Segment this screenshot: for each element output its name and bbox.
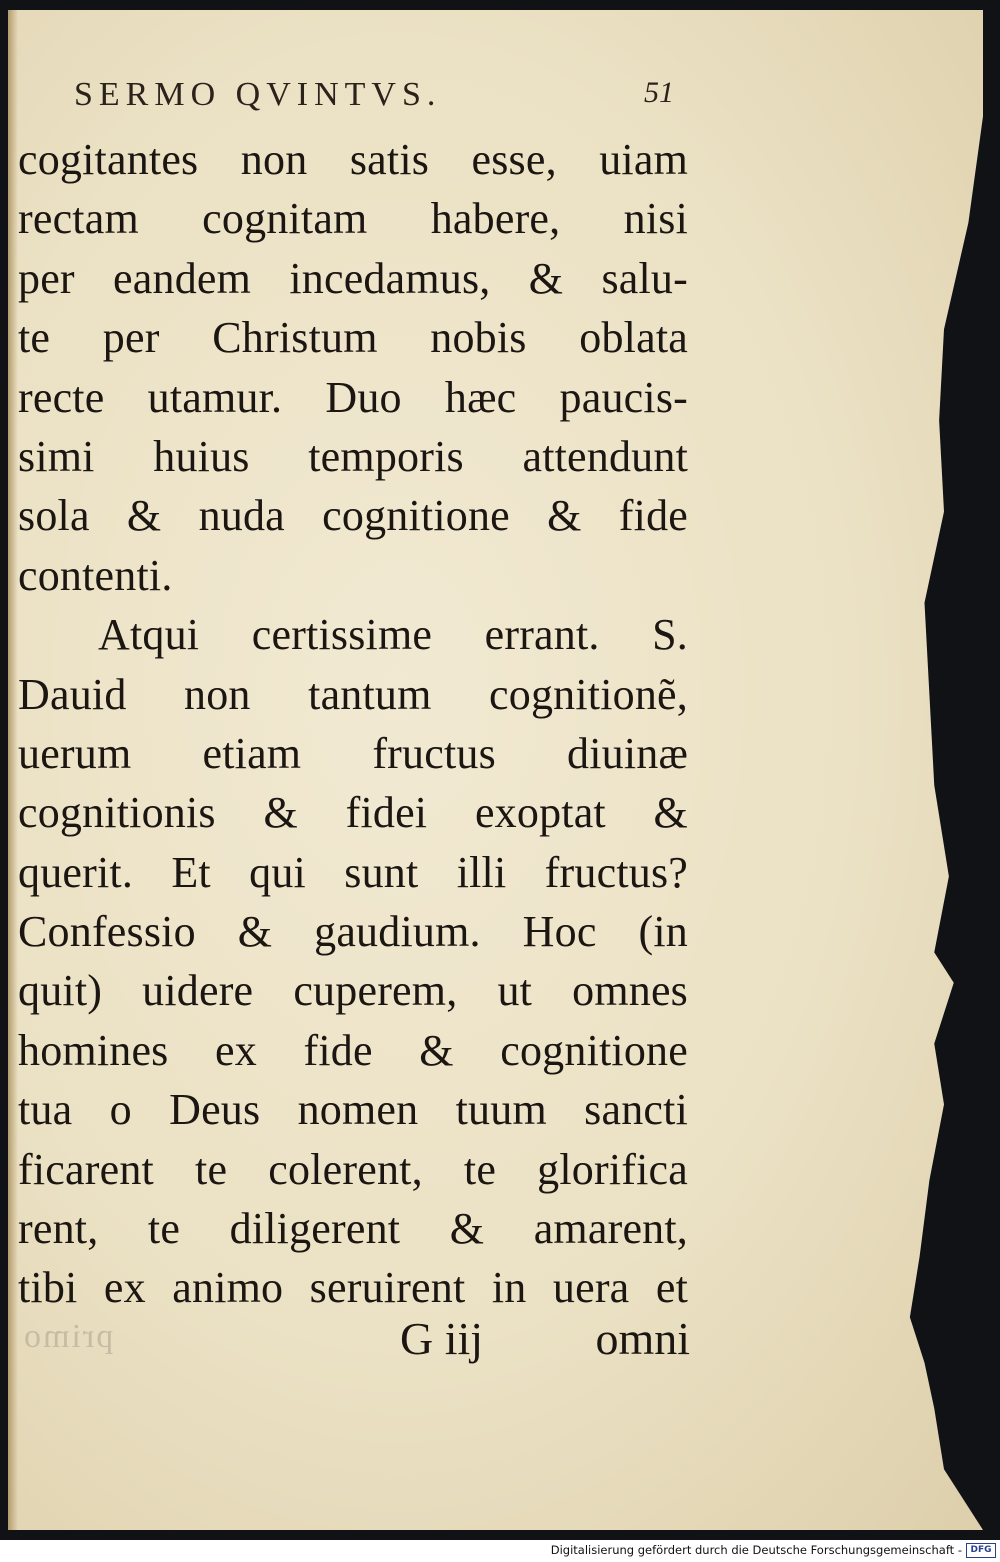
- text-line: cognitionis & fidei exoptat &: [18, 788, 688, 838]
- page-header: [18, 70, 688, 130]
- text-line: te per Christum nobis oblata: [18, 313, 688, 363]
- signature-mark: G iij: [400, 1313, 484, 1364]
- text-line: cogitantes non satis esse, uiam: [18, 135, 688, 184]
- show-through-text: primo: [22, 1318, 114, 1355]
- page-gutter-shadow: [8, 10, 18, 1530]
- dfg-credit: Digitalisierung gefördert durch die Deutsche Forschungsgemeinschaft -: [550, 1543, 962, 1557]
- text-line: Dauid non tantum cognitionẽ,: [18, 669, 688, 719]
- text-line: contenti.: [18, 550, 173, 600]
- catchword: omni: [595, 1313, 690, 1364]
- text-line: Atqui certissime errant. S.: [98, 610, 688, 660]
- text-line: homines ex fide & cognitione: [18, 1025, 688, 1075]
- text-line: simi huius temporis attendunt: [18, 431, 688, 481]
- text-line: rent, te diligerent & amarent,: [18, 1204, 688, 1254]
- text-line: tua o Deus nomen tuum sancti: [18, 1085, 688, 1135]
- text-line: uerum etiam fructus diuinæ: [18, 728, 688, 778]
- text-line: Confessio & gaudium. Hoc (in: [18, 907, 688, 957]
- text-line: querit. Et qui sunt illi fructus?: [18, 847, 688, 897]
- dfg-logo: DFG: [966, 1543, 996, 1558]
- digitization-footer: [0, 1540, 1000, 1562]
- running-title: SERMO QVINTVS.: [74, 76, 442, 113]
- text-line: quit) uidere cuperem, ut omnes: [18, 966, 688, 1016]
- text-line: sola & nuda cognitione & fide: [18, 491, 688, 541]
- body-text: [18, 130, 688, 1318]
- text-line: recte utamur. Duo hæc paucis-: [18, 372, 688, 422]
- text-line: tibi ex animo seruirent in uera et: [18, 1263, 688, 1313]
- page-number: 51: [644, 76, 674, 109]
- text-line: rectam cognitam habere, nisi: [18, 194, 688, 244]
- page-text-block: [18, 70, 688, 1318]
- text-line: ficarent te colerent, te glorifica: [18, 1144, 688, 1194]
- text-line: per eandem incedamus, & salu-: [18, 253, 688, 303]
